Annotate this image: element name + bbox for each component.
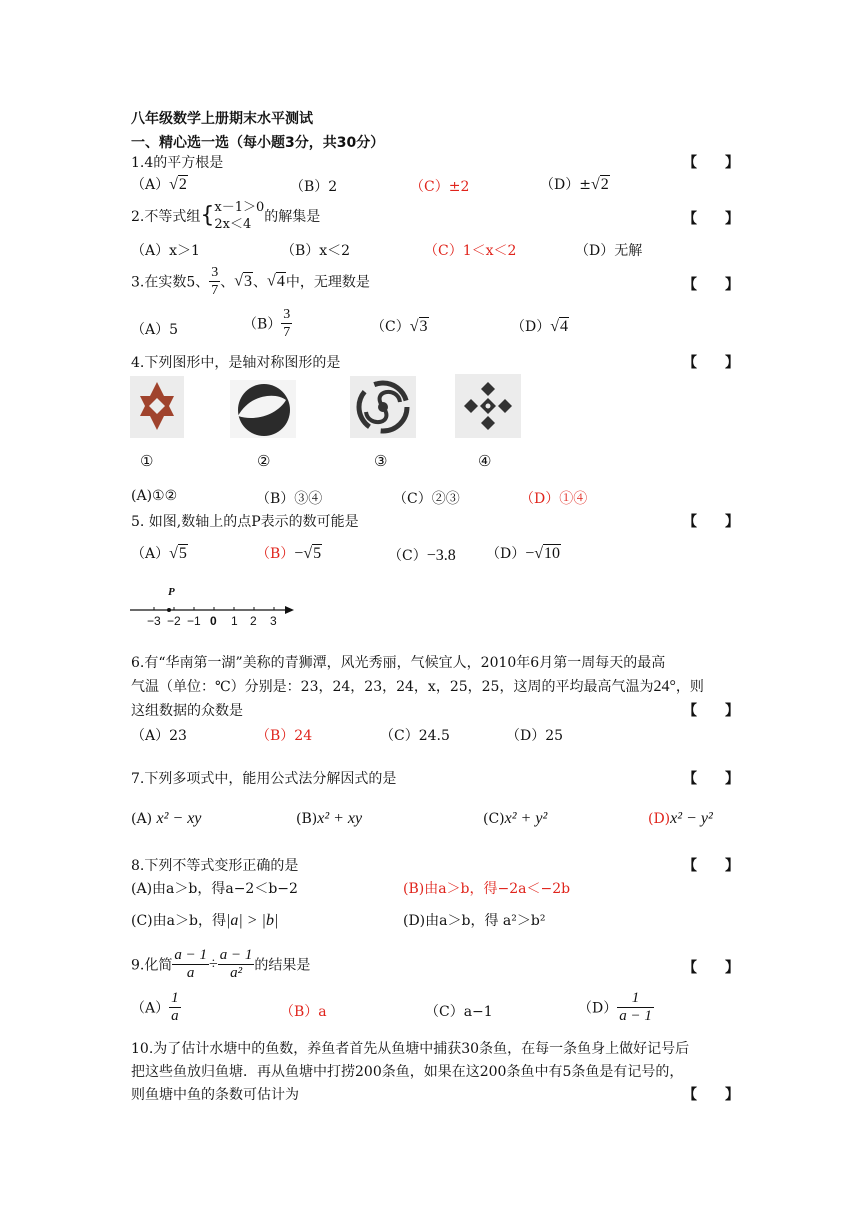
q2-answer-bracket[interactable]: 【 】 — [683, 211, 739, 227]
q6-answer-bracket[interactable]: 【 】 — [683, 703, 739, 719]
figure-1-label: ① — [140, 452, 154, 470]
q2-option-b[interactable]: （B）x＜2 — [281, 243, 351, 259]
q8-stem: 8.下列不等式变形正确的是 — [131, 858, 299, 874]
q4-option-c[interactable]: （C）②③ — [393, 491, 460, 507]
q5-stem: 5. 如图,数轴上的点P表示的数可能是 — [131, 514, 359, 530]
page-title: 八年级数学上册期末水平测试 — [131, 111, 313, 127]
q8-option-c[interactable]: (C)由a＞b，得|a| > |b| — [131, 912, 279, 929]
q5-answer-bracket[interactable]: 【 】 — [683, 514, 739, 530]
figure-4-label: ④ — [478, 452, 492, 470]
figure-2-label: ② — [257, 452, 271, 470]
q6-option-d[interactable]: （D）25 — [506, 728, 564, 744]
tick-label: 2 — [250, 614, 257, 628]
figure-2-leaf — [230, 380, 296, 438]
q3-option-a[interactable]: （A）5 — [131, 322, 179, 338]
q7-option-d[interactable]: (D)x² − y² — [648, 810, 713, 827]
q9-answer-bracket[interactable]: 【 】 — [683, 960, 739, 976]
q6-line-1: 6.有“华南第一湖”美称的青狮潭，风光秀丽，气候宜人，2010年6月第一周每天的最高 — [131, 655, 666, 671]
q2-option-a[interactable]: （A）x＞1 — [131, 243, 200, 259]
q1-option-d[interactable]: （D）±√2 — [540, 176, 609, 193]
q3-option-c[interactable]: （C）√3 — [371, 318, 428, 335]
tick-label: 1 — [231, 614, 238, 628]
q6-line-2: 气温（单位：℃）分别是：23，24，23，24，x，25，25，这周的平均最高气温为24°，则 — [131, 678, 704, 695]
q7-option-a[interactable]: (A) x² − xy — [131, 810, 202, 827]
q5-option-a[interactable]: （A）√5 — [131, 545, 187, 562]
tick-label: 0 — [210, 614, 217, 628]
q5-option-b[interactable]: （B）−√5 — [256, 545, 322, 562]
q7-option-b[interactable]: (B)x² + xy — [296, 810, 363, 827]
q7-stem: 7.下列多项式中，能用公式法分解因式的是 — [131, 771, 397, 787]
q2-option-d[interactable]: （D）无解 — [575, 243, 643, 259]
q1-option-b[interactable]: （B）2 — [290, 179, 338, 195]
q3-option-b[interactable]: （B） $\frac{3}{7}$ — [243, 307, 291, 340]
q6-option-c[interactable]: （C）24.5 — [380, 728, 450, 744]
q9-option-a[interactable]: （A） $\frac{1}{a}$ — [131, 990, 179, 1024]
q3-stem: 3.在实数5、 $\frac{3}{7}$ 、√3、√4中，无理数是 — [131, 265, 370, 298]
q4-answer-bracket[interactable]: 【 】 — [683, 355, 739, 371]
q7-answer-bracket[interactable]: 【 】 — [683, 771, 739, 787]
number-line — [128, 586, 298, 630]
q4-option-a[interactable]: (A)①② — [131, 488, 178, 504]
q10-line-2: 把这些鱼放归鱼塘．再从鱼塘中打捞200条鱼，如果在这200条鱼中有5条鱼是有记号的， — [131, 1064, 684, 1080]
q9-stem: 9.化简 $\frac{a - 1}{a}$ ÷ $\frac{a - 1}{\text{a²}}$ 的结果是 — [131, 947, 311, 981]
q5-option-c[interactable]: （C）−3.8 — [388, 547, 456, 564]
tick-label: −3 — [147, 614, 161, 628]
q4-stem: 4.下列图形中，是轴对称图形的是 — [131, 355, 341, 371]
q9-option-d[interactable]: （D） $\frac{1}{a - 1}$ — [578, 990, 652, 1024]
q8-option-d[interactable]: (D)由a＞b，得 a²＞b² — [403, 913, 546, 929]
figure-3-label: ③ — [374, 452, 388, 470]
q10-line-3: 则鱼塘中鱼的条数可估计为 — [131, 1087, 299, 1103]
q6-option-b[interactable]: （B）24 — [256, 728, 313, 744]
q1-stem: 1.4的平方根是 — [131, 155, 224, 171]
section-heading: 一、精心选一选（每小题3分，共30分） — [131, 135, 385, 151]
q6-line-3: 这组数据的众数是 — [131, 703, 243, 719]
q1-answer-bracket[interactable]: 【 】 — [683, 155, 739, 171]
q8-answer-bracket[interactable]: 【 】 — [683, 858, 739, 874]
q6-option-a[interactable]: （A）23 — [131, 728, 187, 744]
q10-line-1: 10.为了估计水塘中的鱼数，养鱼者首先从鱼塘中捕获30条鱼，在每一条鱼身上做好记号后 — [131, 1041, 690, 1057]
point-p-label: P — [168, 586, 175, 598]
tick-label: 3 — [270, 614, 277, 628]
figure-1-star — [130, 376, 184, 438]
q2-option-c[interactable]: （C）1＜x＜2 — [424, 243, 517, 259]
q4-option-d[interactable]: （D）①④ — [520, 491, 588, 507]
q8-option-b[interactable]: (B)由a＞b，得−2a＜−2b — [403, 881, 571, 897]
q3-option-d[interactable]: （D）√4 — [511, 318, 569, 335]
q1-option-c[interactable]: （C）±2 — [410, 179, 470, 195]
q9-option-c[interactable]: （C）a−1 — [425, 1004, 493, 1020]
q1-option-a[interactable]: （A）√2 — [131, 176, 187, 193]
figure-4-diamonds — [455, 374, 521, 438]
tick-label: −1 — [187, 614, 201, 628]
figure-3-swirl — [350, 376, 416, 438]
q7-option-c[interactable]: (C)x² + y² — [483, 810, 548, 827]
q10-answer-bracket[interactable]: 【 】 — [683, 1087, 739, 1103]
q3-answer-bracket[interactable]: 【 】 — [683, 277, 739, 293]
q4-option-b[interactable]: （B）③④ — [256, 491, 323, 507]
q8-option-a[interactable]: (A)由a＞b，得a−2＜b−2 — [131, 881, 298, 897]
tick-label: −2 — [167, 614, 181, 628]
q9-option-b[interactable]: （B）a — [280, 1004, 327, 1020]
q2-stem: 2.不等式组{ x－1＞0 2x＜4 的解集是 — [131, 200, 321, 232]
q5-option-d[interactable]: （D）−√10 — [486, 545, 561, 562]
